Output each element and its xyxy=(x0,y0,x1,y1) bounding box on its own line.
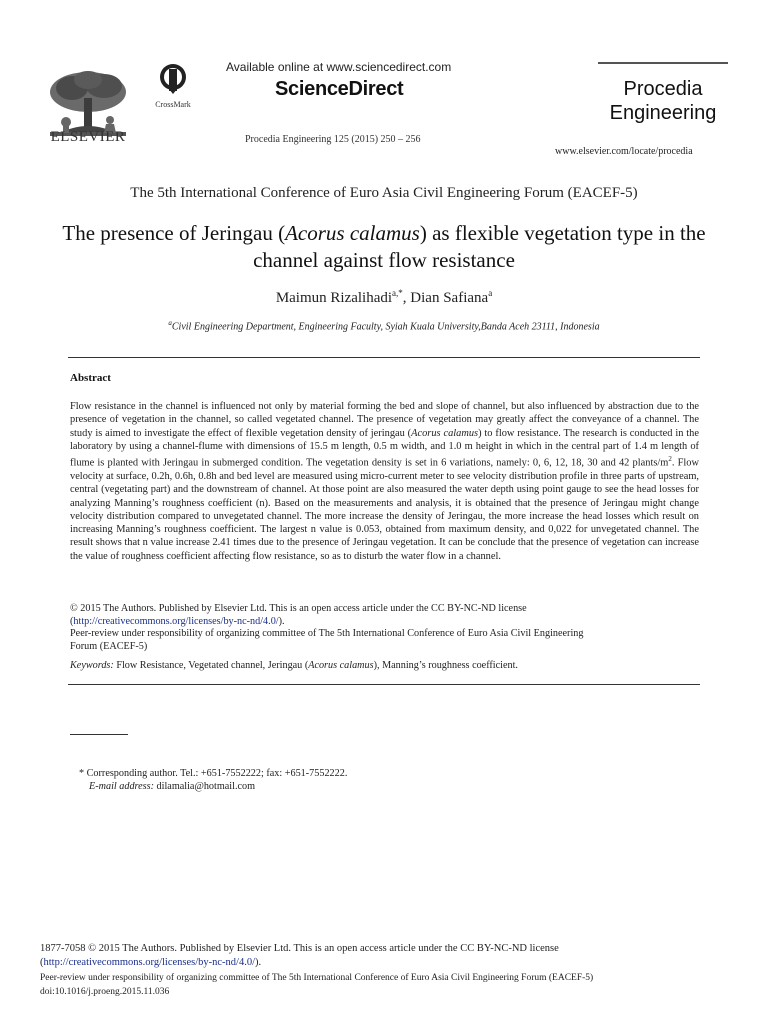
affiliation-text: Civil Engineering Department, Engineering Faculty, Syiah Kuala University,Banda Aceh 23111, Indonesia xyxy=(171,321,600,333)
footer-doi[interactable]: doi:10.1016/j.proeng.2015.11.036 xyxy=(40,987,170,997)
available-online-text: Available online at www.sciencedirect.com xyxy=(226,60,452,74)
footer-paren-open: ( xyxy=(40,957,44,968)
title-part1: The presence of Jeringau ( xyxy=(62,221,286,245)
license-paren-close: ). xyxy=(278,615,285,627)
peer-review-line2: Forum (EACEF-5) xyxy=(70,640,148,652)
abstract-top-rule xyxy=(68,357,700,358)
crossmark-badge[interactable] xyxy=(152,63,194,109)
abstract-bottom-rule xyxy=(68,684,700,685)
abstract-heading: Abstract xyxy=(70,372,111,384)
abstract-text-3: . Flow velocity at surface, 0.2h, 0.6h, 0.8h and bed level are measured using micro-current meter to see velocity distribution profile in three parts of upstream, central (vegetating part) and the downstream of channel. At those point are also measured the water depth using point gauge to see the head losses for analyzing Manning’s roughness coefficient (n). Based on the measurements and analysis, it is obtained that the presence of Jeringau might change velocity distribution compared to unvegetated channel. The more increase the density of Jeringau, the more increase the head losses which result on increasing Manning’s roughness coefficient. The largest n value is 0.053, obtained from maximum density, and 0,022 for unvegetated channel. The result shows that n value increase 2.41 times due to the presence of Jeringau vegetation. It can be conclude that the presence of vegetation can increase the value of roughness coefficient affecting flow resistance, so as to disturb the water flow in a channel. xyxy=(70,457,699,562)
footer-license-link[interactable]: http://creativecommons.org/licenses/by-nc-nd/4.0/ xyxy=(43,957,256,968)
email-address xyxy=(89,781,255,792)
journal-url[interactable]: www.elsevier.com/locate/procedia xyxy=(555,146,693,157)
sciencedirect-logo[interactable]: ScienceDirect xyxy=(275,78,404,100)
title-species: Acorus calamus xyxy=(285,221,420,245)
journal-title-line2: Engineering xyxy=(609,102,717,124)
footer-license-link-line xyxy=(40,957,261,968)
footnote-rule xyxy=(70,734,128,735)
keywords xyxy=(70,660,699,671)
author-separator: , Dian Safiana xyxy=(402,290,489,306)
peer-review-line1: Peer-review under responsibility of organizing committee of The 5th International Conference of Euro Asia Civil Engineering xyxy=(70,628,584,639)
footer-paren-close: ). xyxy=(255,957,262,968)
corresponding-author xyxy=(79,768,347,779)
crossmark-icon xyxy=(158,63,188,95)
paper-title xyxy=(60,220,708,274)
abstract-species: Acorus calamus xyxy=(411,427,479,439)
footnote-mark: * xyxy=(79,768,85,779)
license-link[interactable]: http://creativecommons.org/licenses/by-nc-nd/4.0/ xyxy=(73,615,279,627)
affiliation xyxy=(0,319,768,332)
footer-peer-review: Peer-review under responsibility of organizing committee of The 5th International Conference of Euro Asia Civil Engineering Forum (EACEF-5) xyxy=(40,973,594,983)
publisher-name: ELSEVIER xyxy=(50,129,126,145)
abstract-text-1: Flow resistance in the channel is influenced not only by material forming the bed and slope of channel, but also influenced by abstraction due to the presence of vegetation in the channel, so called vegetated channel. The presence of vegetation may greatly affect the conveyance of a channel. The study is aimed to investigate the effect of flexible vegetation density of jeringau ( xyxy=(70,401,699,439)
conference-name: The 5th International Conference of Euro Asia Civil Engineering Forum (EACEF-5) xyxy=(130,185,638,201)
corresponding-text: Corresponding author. Tel.: +651-7552222; fax: +651-7552222. xyxy=(84,768,348,779)
journal-reference: Procedia Engineering 125 (2015) 250 – 256 xyxy=(245,134,421,145)
email-label: E-mail address: xyxy=(89,781,154,792)
email-value[interactable]: dilamalia@hotmail.com xyxy=(154,781,256,792)
journal-title-line1: Procedia xyxy=(623,78,703,100)
abstract-text-2: ) to flow resistance. The research is conducted in the laboratory by using a channel-flume with dimensions of 15.5 m length, 0.5 m width, and 1.0 m height in which in the central part of 1.4 m length of flume is planted with Jeringau in submerged condition. The vegetation density is set in 6 variations, namely: 0, 6, 12, 18, 30 and 42 plants/m xyxy=(70,427,699,469)
keywords-text-2: ), Manning’s roughness coefficient. xyxy=(373,660,518,671)
keywords-label: Keywords: xyxy=(70,660,114,671)
footer-license: 1877-7058 © 2015 The Authors. Published by Elsevier Ltd. This is an open access article under the CC BY-NC-ND license xyxy=(40,943,559,954)
keywords-text-1: Flow Resistance, Vegetated channel, Jeringau ( xyxy=(113,660,309,671)
license-statement xyxy=(70,603,699,628)
author-1-marks: a,* xyxy=(392,288,403,298)
author-list xyxy=(0,288,768,307)
author-1: Maimun Rizalihadi xyxy=(275,290,393,306)
affiliation-mark: a xyxy=(168,319,172,327)
license-line: © 2015 The Authors. Published by Elsevier Ltd. This is an open access article under the CC BY-NC-ND license xyxy=(70,603,527,614)
abstract-superscript: 2 xyxy=(668,455,672,464)
title-part2: ) as flexible vegetation type in the channel against flow resistance xyxy=(253,221,706,272)
peer-review-statement xyxy=(70,628,699,653)
abstract-body xyxy=(70,400,699,563)
license-paren-open: ( xyxy=(70,615,74,627)
keywords-species: Acorus calamus xyxy=(308,660,374,671)
journal-title xyxy=(598,77,728,125)
author-2-marks: a xyxy=(488,288,493,298)
crossmark-label: CrossMark xyxy=(155,100,191,109)
